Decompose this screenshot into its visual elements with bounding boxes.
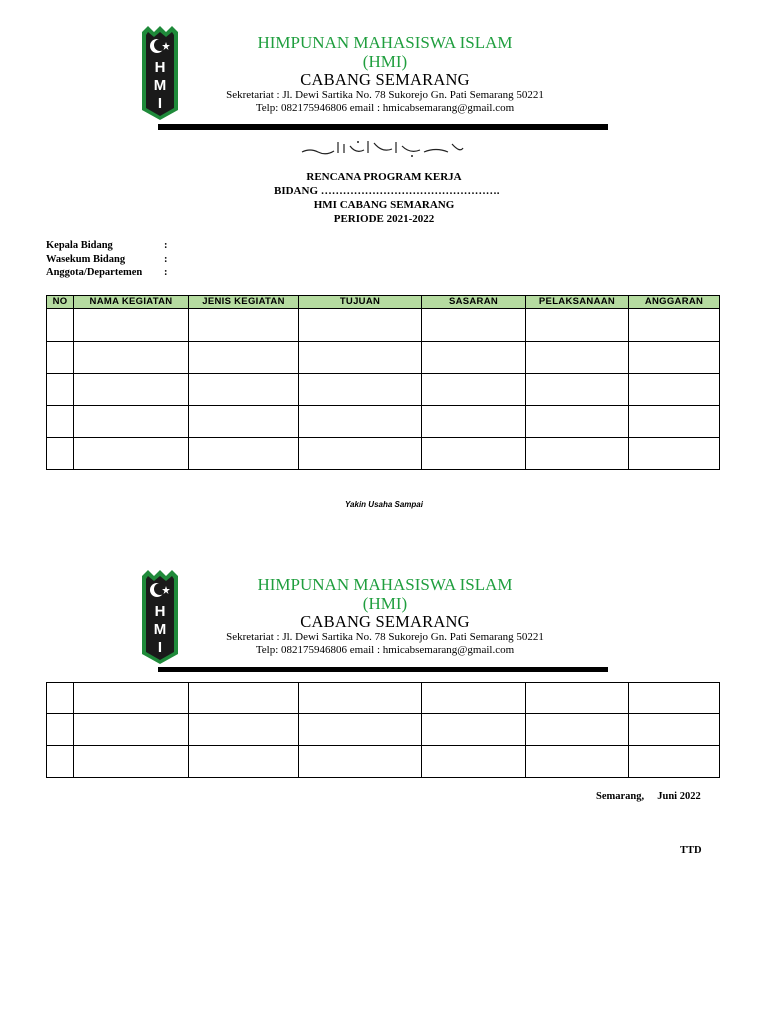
table-cell — [422, 406, 526, 438]
svg-text:M: M — [153, 621, 167, 638]
table-cell — [526, 683, 629, 714]
contact: Telp: 082175946806 email : hmicabsemarang@gmail.com — [255, 102, 515, 114]
table-cell — [189, 714, 299, 746]
org-abbr: (HMI) — [362, 594, 408, 613]
table-row — [47, 683, 720, 714]
branch-name: CABANG SEMARANG — [300, 612, 470, 631]
motto: Yakin Usaha Sampai — [345, 500, 423, 509]
svg-text:I: I — [157, 639, 163, 656]
bidang-line: BIDANG …………………………………………. — [274, 185, 500, 197]
field-colon: : — [164, 254, 168, 265]
svg-text:H: H — [154, 603, 166, 620]
table-cell — [299, 374, 422, 406]
field-kepala-bidang: Kepala Bidang — [46, 240, 113, 251]
table-cell — [629, 309, 720, 342]
col-sasaran: SASARAN — [422, 296, 526, 309]
table-cell — [74, 374, 189, 406]
table-cell — [526, 438, 629, 470]
table-cell — [299, 309, 422, 342]
table-cell — [629, 438, 720, 470]
address: Sekretariat : Jl. Dewi Sartika No. 78 Sukorejo Gn. Pati Semarang 50221 — [226, 631, 544, 643]
table-cell — [422, 374, 526, 406]
table-cell — [189, 374, 299, 406]
field-colon: : — [164, 240, 168, 251]
table-row — [47, 438, 720, 470]
table-cell — [47, 374, 74, 406]
svg-text:H: H — [154, 59, 166, 76]
table-cell — [189, 406, 299, 438]
col-pelaksanaan: PELAKSANAAN — [526, 296, 629, 309]
table-body — [47, 683, 720, 778]
table-cell — [422, 309, 526, 342]
branch-name: CABANG SEMARANG — [300, 70, 470, 89]
table-cell — [422, 714, 526, 746]
field-anggota: Anggota/Departemen — [46, 267, 143, 278]
table-cell — [74, 746, 189, 778]
table-cell — [189, 438, 299, 470]
table-cell — [299, 342, 422, 374]
field-colon: : — [164, 267, 168, 278]
table-cell — [189, 309, 299, 342]
program-table-continued — [46, 682, 720, 778]
table-cell — [47, 714, 74, 746]
col-tujuan: TUJUAN — [299, 296, 422, 309]
table-cell — [629, 374, 720, 406]
col-anggaran: ANGGARAN — [629, 296, 720, 309]
table-cell — [74, 683, 189, 714]
table-cell — [74, 714, 189, 746]
table-cell — [74, 342, 189, 374]
table-cell — [629, 746, 720, 778]
col-jenis-kegiatan: JENIS KEGIATAN — [189, 296, 299, 309]
table-cell — [47, 342, 74, 374]
table-cell — [629, 714, 720, 746]
org-name: HIMPUNAN MAHASISWA ISLAM — [257, 33, 513, 52]
table-cell — [299, 683, 422, 714]
table-cell — [629, 406, 720, 438]
table-cell — [47, 683, 74, 714]
table-cell — [526, 714, 629, 746]
bismillah-calligraphy — [300, 138, 465, 158]
table-cell — [299, 406, 422, 438]
table-cell — [74, 309, 189, 342]
col-no: NO — [47, 296, 74, 309]
table-row — [47, 406, 720, 438]
table-body — [47, 309, 720, 470]
table-cell — [74, 438, 189, 470]
place-date: Semarang, Juni 2022 — [596, 791, 701, 802]
table-cell — [299, 714, 422, 746]
table-cell — [629, 342, 720, 374]
svg-text:M: M — [153, 77, 167, 94]
table-cell — [422, 746, 526, 778]
col-nama-kegiatan: NAMA KEGIATAN — [74, 296, 189, 309]
table-cell — [629, 683, 720, 714]
address: Sekretariat : Jl. Dewi Sartika No. 78 Sukorejo Gn. Pati Semarang 50221 — [226, 89, 544, 101]
table-cell — [422, 438, 526, 470]
org-name: HIMPUNAN MAHASISWA ISLAM — [257, 575, 513, 594]
table-cell — [189, 342, 299, 374]
table-cell — [299, 438, 422, 470]
table-cell — [47, 406, 74, 438]
table-cell — [422, 342, 526, 374]
signature-label: TTD — [680, 845, 702, 856]
program-table — [46, 295, 720, 470]
table-cell — [189, 683, 299, 714]
table-cell — [526, 406, 629, 438]
period: PERIODE 2021-2022 — [333, 213, 435, 225]
svg-text:I: I — [157, 95, 163, 112]
table-cell — [47, 309, 74, 342]
table-cell — [526, 342, 629, 374]
table-row — [47, 714, 720, 746]
table-cell — [526, 374, 629, 406]
table-cell — [47, 438, 74, 470]
field-wasekum-bidang: Wasekum Bidang — [46, 254, 126, 265]
table-cell — [189, 746, 299, 778]
org-abbr: (HMI) — [362, 52, 408, 71]
table-header-row — [47, 296, 720, 309]
header-divider — [158, 667, 608, 672]
doc-title: RENCANA PROGRAM KERJA — [306, 171, 462, 183]
contact: Telp: 082175946806 email : hmicabsemarang@gmail.com — [255, 644, 515, 656]
table-cell — [422, 683, 526, 714]
table-row — [47, 309, 720, 342]
table-cell — [526, 746, 629, 778]
table-row — [47, 342, 720, 374]
table-cell — [526, 309, 629, 342]
branch-title: HMI CABANG SEMARANG — [313, 199, 455, 211]
table-row — [47, 746, 720, 778]
table-cell — [74, 406, 189, 438]
table-cell — [47, 746, 74, 778]
table-row — [47, 374, 720, 406]
header-divider — [158, 124, 608, 130]
table-cell — [299, 746, 422, 778]
